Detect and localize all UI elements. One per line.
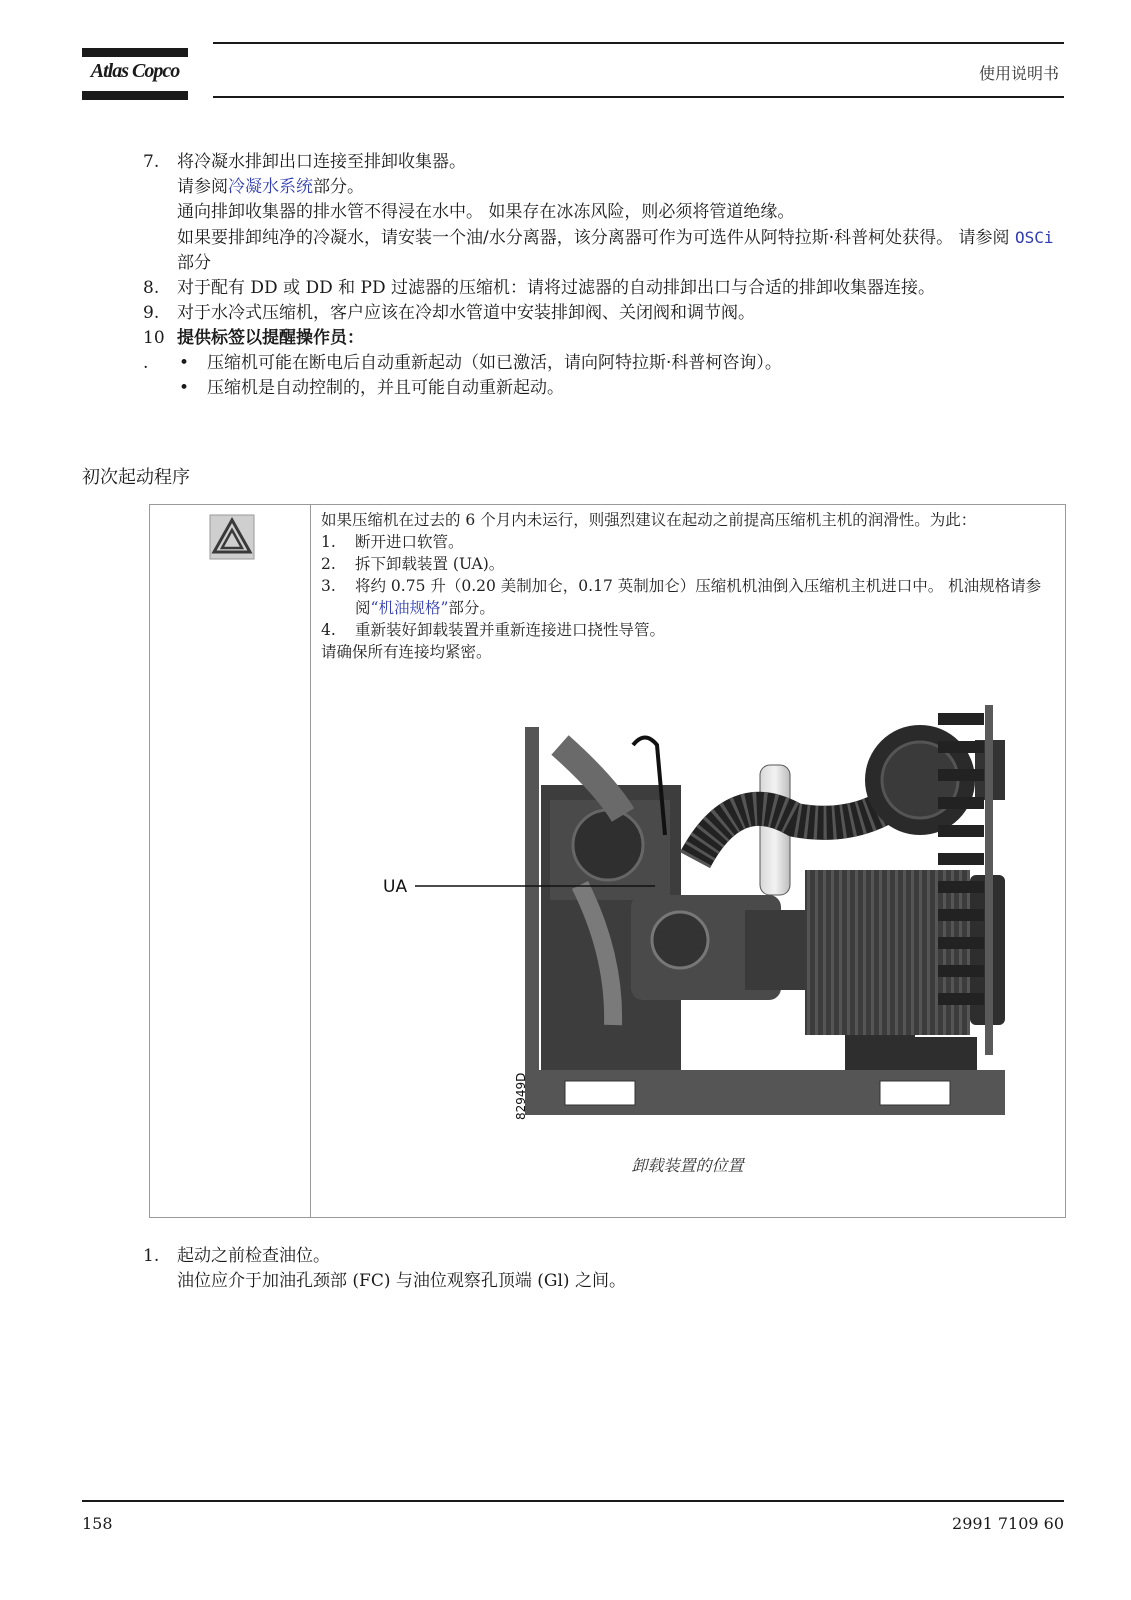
- notice-box: [149, 504, 1066, 1218]
- list-item: [177, 376, 1063, 401]
- item-number: 4.: [321, 621, 336, 639]
- figure-label-ua: UA: [383, 877, 408, 897]
- notice-item: [321, 553, 1059, 575]
- condensate-system-link[interactable]: 冷凝水系统: [228, 177, 313, 197]
- page-number: 158: [82, 1514, 113, 1533]
- figure-caption: 卸载装置的位置: [631, 1156, 744, 1175]
- logo-bar-bottom: [82, 91, 188, 100]
- bullet-icon: •: [179, 378, 190, 398]
- step-text: 油位应介于加油孔颈部 (FC) 与油位观察孔顶端 (Gl) 之间。: [177, 1271, 626, 1291]
- step-body: [177, 1244, 1043, 1294]
- item-number: 3.: [321, 577, 336, 595]
- notice-outro: 请确保所有连接均紧密。: [321, 643, 492, 661]
- step-number: 8.: [143, 278, 160, 298]
- atlas-copco-logo: [82, 48, 188, 100]
- step-9: [143, 301, 1063, 326]
- step-1: [143, 1244, 1043, 1294]
- unloader-location-figure: [375, 725, 1021, 1137]
- bullet-text: 压缩机可能在断电后自动重新起动（如已激活，请向阿特拉斯·科普柯咨询）。: [207, 353, 782, 373]
- document-number: 2991 7109 60: [952, 1514, 1064, 1533]
- ref-prefix: 请参阅: [177, 177, 228, 197]
- bullet-icon: •: [179, 353, 190, 373]
- item-text-a: 将约 0.75 升（0.20 美制加仑，0.17 英制加仑）压缩机机油倒入压缩机主机进口中。 机油规格请参阅: [355, 577, 1042, 617]
- startup-steps: [143, 1244, 1043, 1294]
- bullet-text: 压缩机是自动控制的，并且可能自动重新起动。: [207, 378, 564, 398]
- step-body: [177, 150, 1063, 276]
- step-7: [143, 150, 1063, 276]
- osci-link[interactable]: OSCi: [1014, 228, 1054, 247]
- header-rule-top: [213, 42, 1064, 44]
- step-number-value: 10: [143, 328, 165, 348]
- step-number-dot: .: [143, 353, 149, 373]
- step-number: 7.: [143, 152, 160, 172]
- item-text: [355, 575, 1059, 619]
- logo-bar-top: [82, 48, 188, 57]
- section-title: 初次起动程序: [82, 467, 190, 488]
- item-text: 断开进口软管。: [355, 533, 464, 551]
- step-10: [143, 326, 1063, 401]
- notice-divider: [310, 505, 311, 1217]
- list-item: [177, 351, 1063, 376]
- notice-item: [321, 619, 1059, 641]
- item-text-b: 部分。: [448, 599, 495, 617]
- notice-intro: 如果压缩机在过去的 6 个月内未运行，则强烈建议在起动之前提高压缩机主机的润滑性。为此：: [321, 511, 977, 529]
- oil-spec-link[interactable]: “机油规格”: [370, 599, 449, 617]
- item-number: 1.: [321, 533, 336, 551]
- osc-text: 如果要排卸纯净的冷凝水，请安装一个油/水分离器，该分离器可作为可选件从阿特拉斯·科普柯处获得。 请参阅: [177, 228, 1010, 248]
- installation-steps: [143, 150, 1063, 401]
- logo-text: Atlas Copco: [90, 60, 180, 82]
- step-body: [177, 326, 1063, 401]
- step-reference: [177, 175, 1063, 200]
- step-number: [143, 326, 177, 401]
- footer-rule: [82, 1500, 1064, 1502]
- step-text: 将冷凝水排卸出口连接至排卸收集器。: [177, 152, 466, 172]
- step-text: 提供标签以提醒操作员：: [177, 328, 364, 348]
- notice-text: [321, 509, 1059, 663]
- header-rule-bottom: [213, 96, 1064, 98]
- step-text: 通向排卸收集器的排水管不得浸在水中。 如果存在冰冻风险，则必须将管道绝缘。: [177, 202, 795, 222]
- step-text: 对于水冷式压缩机，客户应该在冷却水管道中安装排卸阀、关闭阀和调节阀。: [177, 303, 755, 323]
- ref-suffix: 部分。: [313, 177, 364, 197]
- step-number: 1.: [143, 1246, 160, 1266]
- header-title: 使用说明书: [978, 64, 1059, 83]
- figure-code: 82949D: [514, 1072, 528, 1120]
- notice-item: [321, 575, 1059, 619]
- cooler-fins: [930, 705, 995, 1055]
- warning-icon: [209, 514, 255, 560]
- step-8: [143, 276, 1063, 301]
- osc-suffix: 部分: [177, 253, 211, 273]
- item-number: 2.: [321, 555, 336, 573]
- step-text: 对于配有 DD 或 DD 和 PD 过滤器的压缩机：请将过滤器的自动排卸出口与合适的排卸收集器连接。: [177, 278, 936, 298]
- step-text: [177, 225, 1063, 276]
- item-text: 重新装好卸载装置并重新连接进口挠性导管。: [355, 621, 666, 639]
- item-text: 拆下卸载装置 (UA)。: [355, 555, 505, 573]
- step-number: 9.: [143, 303, 160, 323]
- notice-item: [321, 531, 1059, 553]
- step-text: 起动之前检查油位。: [177, 1246, 330, 1266]
